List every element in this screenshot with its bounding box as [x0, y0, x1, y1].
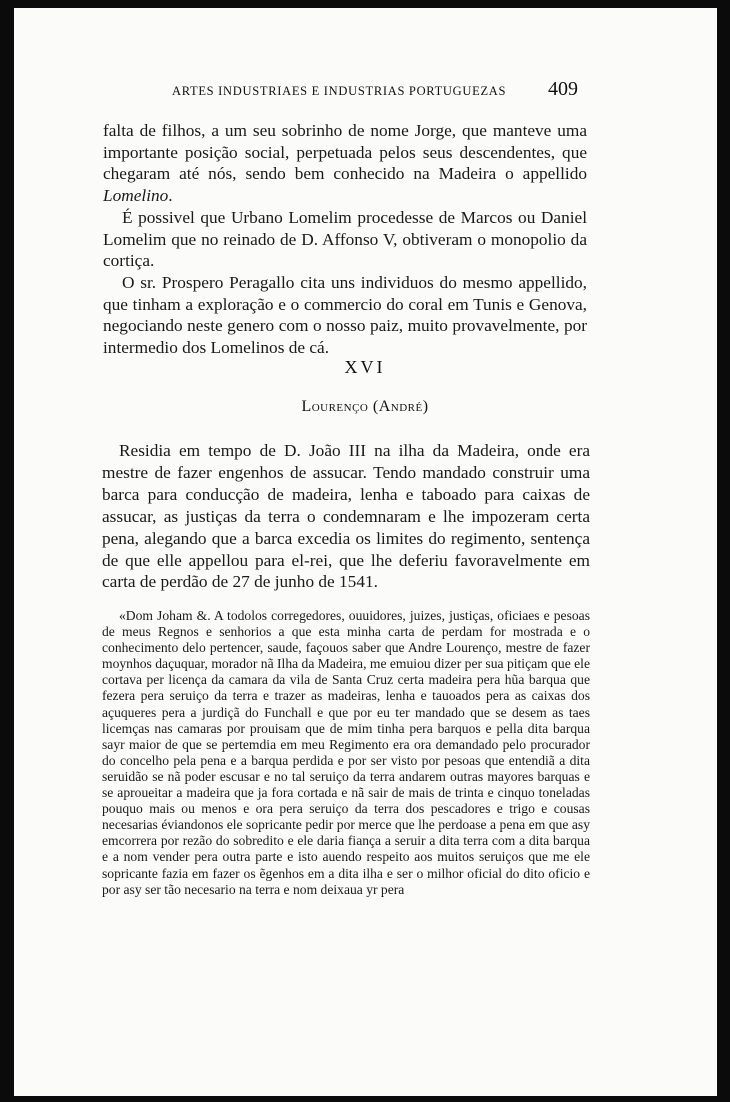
entry-text: [102, 440, 590, 593]
scan-border-bottom: [0, 1096, 730, 1102]
quote-paragraph: «Dom Joham &. A todolos corregedores, ouuidores, juizes, justiças, oficiaes e pesoas de meus Regnos e senhorios a que esta minha carta de perdam for mostrada e o conhecimento delo pertencer, saude, façouos saber que Andre Lourenço, mestre de fazer moynhos daçuquar, morador nã Ilha da Madeira, me emuiou dizer per sua pitiçam que ele cortava per licença da camara da vila de Santa Cruz certa madeira pera hũa barqua que fezera pera seruiço da terra e trazer as madeiras, lenha e tauoados pera as caixas dos açuqueres pera a jurdiçã do Funchall e que por eu ter mandado que se desem as taes licemças nas camaras por prouisam que de mim tinha pera barquos e pella dita barqua sayr maior de que se pertemdia em meu Regimento era ora demandado pelo procurador do concelho pela pena e a barqua perdida e por ser visto por pesoas que entendiã a dita seruidão se nã poder escusar e no tal seruiço da terra andarem outras mayores barquas e se aproueitar a madeira que ja fora cortada e nã sair de mais de trinta e cinquo toneladas pouquo mais ou menos e ora pera seruiço da terra dos pescadores e trigo e cousas necesarias éviandonos ele sopricante pedir por merce que lhe perdoase a pena em que asy emcorrera por rezão do sobredito e ele daria fiança a seruir a dita terra com a dita barqua e a nom vender pera outra parte e isto auendo respeito aos muitos seruiços que me ele sopricante fazia em fazer os ẽgenhos em a dita ilha e ser o milhor oficial do dito oficio e por asy ser tão necesario na terra e nom deixaua yr pera: [102, 608, 590, 897]
scan-border-top: [0, 0, 730, 8]
scan-border-right: [717, 0, 730, 1102]
running-header: ARTES INDUSTRIAES E INDUSTRIAS PORTUGUEZAS: [172, 84, 507, 98]
paragraph-residia: Residia em tempo de D. João III na ilha da Madeira, onde era mestre de fazer engenhos de assucar. Tendo mandado construir uma barca para conducção de madeira, lenha e taboado para caixas de assucar, as justiças da terra o condemnaram e lhe impozeram certa pena, alegando que a barca excedia os limites do regimento, sentença de que elle appellou para el-rei, que lhe deferiu favoravelmente em carta de perdão de 27 de junho de 1541.: [102, 441, 590, 592]
paragraph-lomelino: [103, 120, 587, 207]
scan-border-left: [0, 0, 14, 1102]
paragraph-text: falta de filhos, a um seu sobrinho de nome Jorge, que manteve uma importante posição social, perpetuada pelos seus descendentes, que chegaram até nós, sendo bem conhecido na Madeira o appellido: [103, 121, 587, 184]
continuation-text: [103, 120, 587, 359]
section-number: XVI: [344, 357, 386, 377]
page-number: 409: [548, 78, 578, 100]
paragraph-peragallo: O sr. Prospero Peragallo cita uns individuos do mesmo appellido, que tinham a exploração e o commercio do coral em Tunis e Genova, negociando neste genero com o nosso paiz, muito provavelmente, por intermedio dos Lomelinos de cá.: [103, 272, 587, 358]
document-quote: [102, 608, 590, 898]
paragraph-end: .: [168, 186, 173, 206]
section-title: Lourenço (André): [301, 398, 429, 415]
paragraph-urbano: É possivel que Urbano Lomelim procedesse de Marcos ou Daniel Lomelim que no reinado de D. Affonso V, obtiveram o monopolio da cortiça.: [103, 207, 587, 271]
italic-surname: Lomelino: [103, 186, 169, 206]
